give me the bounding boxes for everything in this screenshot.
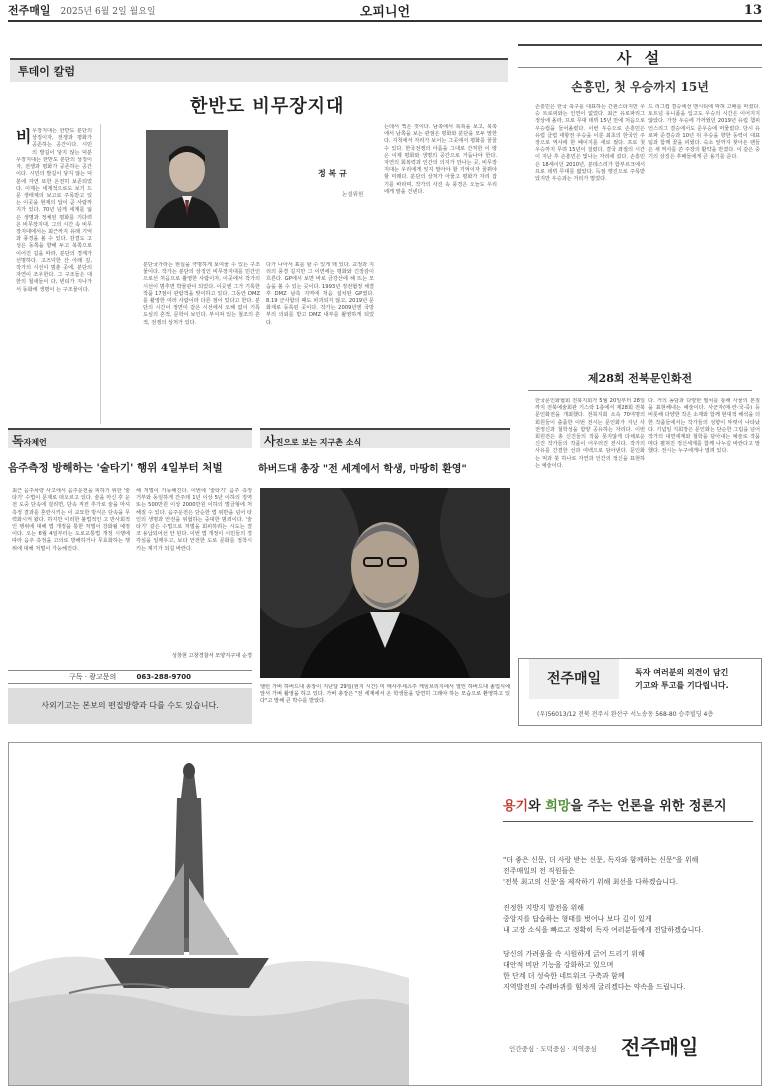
ad-p1-line2: 전주매일의 전 직원들은 [503,867,576,875]
author-name: 정 복 규 [318,169,347,178]
ad-p3-line2: 대안적 비판 기능을 강화하고 있으며 [503,961,614,969]
editorial-text-2: 드 리그컵 결승에선 맨시티에 막혀 고배를 마셨다. 토트넘 유니폼을 입고도 우승의 시간은 이어지지 않았다. 가장 우승에 가까웠던 2019년 유럽 챔피언스리그 결승에서도 준우승에 머물렀다. 당시 유로파 준결승과 10년 뒤 우승을 향한 동력이 대표팀과 함께 꽃을 피웠다. 숙소 앞까지 찾아온 팬들은 새 역사를 쓴 주장의 활약을 반겼다. 이 같은 중기의 상징은 후배들에게 큰 용기를 준다. [648,104,760,161]
world-news-caption: 앨런 가버 하버드대 총장이 지난달 29일(현지 시간) 미 매사추세츠주 케임브리지에서 열린 하버드대 졸업식에 앞서 가벼 촬영을 하고 있다. 가버 총장은 "전 세계에서 온 학생들을 당연히 그래야 하는 모습으로 환영하고 있다"고 말해 큰 박수를 받았다. [260,684,510,705]
world-news-photo [260,488,510,678]
ad-headline-rest: 을 주는 언론을 위한 정론지 [570,799,727,814]
reader-opinion-text-2: 해 처벌이 가능해진다. 이번에 '술타기' 음주 측정 거부와 동일하게 간주돼 1년 이상 5년 이하의 징역 또는 500만원 이상 2000만원 이하의 벌금형에 처해질 수 있다. 음주운전은 단순한 법 위반을 넘어 타인의 생명과 안전을 위협하는 중대한 범죄이다. '술타기' 같은 수법으로 처벌을 회피하려는 시도는 결코 용납되어선 안 된다. 이번 법 개정이 시민들의 경각심을 일깨우고, 보다 안전한 도로 문화를 정착시키는 계기가 되길 바란다. [136,488,252,552]
column-lead: 무장지대는 한반도 분단의 상징이자, 전쟁과 평화가 공존하는 공간이다. 시민의 발길이 닿지 않는 덕분 [32,128,92,156]
section-title: 오피니언 [359,4,411,20]
ad-headline-word-hope: 희망 [545,799,571,814]
reader-opinion-title: 음주측정 방해하는 '술타기' 행위 4일부터 처벌 [8,462,223,474]
dropcap: 비 [16,127,32,146]
world-news-label-big: 사 [264,434,276,448]
subscribe-label: 구독 · 광고문의 [68,673,117,681]
ad-box [8,742,762,1086]
issue-date: 2025년 6월 2일 월요일 [60,6,156,17]
editorial-label-bar [518,44,762,68]
masthead-brand: 전주매일 [8,4,51,17]
ad-headline-mid: 와 [528,799,546,814]
contribution-notice-text: 사외기고는 본보의 편집방향과 다를 수도 있습니다. [41,701,219,710]
column-divider [100,124,101,424]
column-label-bar [10,58,508,82]
author-role: 논설위원 [342,192,364,198]
reader-submission-box [518,658,762,726]
subscribe-phone: 063-288-9700 [136,673,191,681]
ad-p3-line1: 당신의 가려움을 속 시원하게 긁어 드리기 위해 [503,950,645,958]
ad-p3-line3: 한 단계 더 성숙한 네트워크 구축과 함께 [503,972,625,980]
world-news-title: 하버드대 총장 "전 세계에서 학생, 마땅히 환영" [258,464,467,475]
column-title: 한반도 비무장지대 [190,96,345,117]
editorial-label: 사 설 [616,49,664,67]
ad-p1-line3: '전북 최고의 신문'을 제작하기 위해 최선을 다하겠습니다. [503,878,678,886]
reader-opinion-text-1: 최근 음주차량 사고에서 음주운전을 피하기 위한 '술타기' 수법이 문제로 떠오르고 있다. 술을 마신 후 운전 도중 단속에 걸리면, 단속 직전 추가로 술을 마셔 측정 결과를 혼란시키는 이 교묘한 방식은 단속을 무력화시켜 왔다. 하지만 이러한 불법적인 고 반사회적인 행위에 대해 법 개정을 통한 처벌이 강화될 예정이다. 오는 6월 4일부터는 도로교통법 개정 시행에 따라 음주 측정을 고의로 방해하거나 무효화하는 행위에 대해 처벌이 가능해진다. [12,488,130,552]
world-news-label-rest: 진으로 보는 지구촌 소식 [275,438,362,447]
reader-box-address: (우)56013/12 전북 전주시 완산구 서노송동 568-80 승주빌딩 4층 [537,711,714,718]
award-text-1: 한국문인화협회 전북지회가 5월 20일부터 28일까지 전북예술회관 기스락 1층에서 제28회 전북문인화전을 개최했다. 전북지회 소속 70여명의 회원들이 출품한 이번 전시는 문인화가 지닌 사전정신과 철학성을 함양 공유하는 자리다. 이번 회원전은 총 신진들의 작품 못지않게 다채로운 신진 작가들의 작품이 어우러진 전시다. 작가의 사유를 간결한 선과 여백으로 담아낸다. 문인화는 먹과 붓 하나로 자연과 인간의 정신을 표현하는 예술이다. [535,398,645,469]
award-title: 제28회 전북문인화전 [587,372,693,385]
ad-headline [503,795,727,814]
ad-p2-line1: 진정한 지방지 발전을 위해 [503,904,585,912]
ad-illustration [9,743,409,1085]
reader-box-logo: 전주매일 [529,659,619,699]
subscribe-bar [8,670,252,684]
ad-rule [503,821,753,822]
column-text-1: 무장지대는 한반도 분단의 상징이자, 전쟁과 평화가 공존하는 공간이다. 시민의 발길이 닿지 않는 덕분에 자연 또한 온전히 보존되었다. 이제는 세계적으로도 보기 드문 생태계의 보고로 주목받고 있는 이곳을 현재의 답이 곧 사람까지가 있다. 70년 넘게 세계를 잃은 생명과 정체된 평화를 기다려 온 비무장지대. 그의 시간 속 비무장지대에서는 최근까지 유례 기억과 풍경을 볼 수 있다. 감결도 고성은 동쪽을 향해 두고 북쪽으로 이어진 길을 따라, 분단의 경계가 선명하다. 고즈넉한 산 아래 깊, 작가의 시선이 멈춘 곳에, 분단의 자연이 조우한다. 그 구조들은 대한의 철새들이 다, 빈티가 지나가서 동화에 생명이 는 구조물이다. [16,157,92,293]
award-text-2: 다. 거의 농담과 다양한 필치를 통해 사물의 본질을 표현해내는 예술이다. 사군자(매·란·국·죽) 등 비롯해 다양한 작은 소재와 함께 현대적 해석을 더한 작품들에서는 작가들의 성향이 뚜렷이 나타났다. 기념일 지회장은 문인화는 단순한 그림을 넘어 작가의 내면세계와 철학을 담아내는 예술로 작품마다 펼쳐진 정신세계를 함께 나누길 바란다고 말했다. 전시는 누구에게나 열려 있다. [648,398,760,455]
column-label: 투데이 칼럼 [18,65,75,78]
editorial-text-1: 손흥민은 한국 축구를 대표하는 간판스타지만 우승 트로피와는 인연이 없었다. 최근 유로파리그 정상에 올라, 프로 무대 데뷔 15년 만에 처음으로 우승컵을 들어올렸다. 이번 우승으로 손흥민은 유럽 클럽 대항전 우승을 이룬 최초의 한국인 주장으로 역사에 한 페이지를 새로 썼다. 프로 첫 우승까지 무려 15년이 걸렸다. 결국 좌절의 시간이 지난 후 손흥민은 빛나는 자리에 섰다. 손흥민은 18세이던 2010년, 분데스리가 함부르크에서 프로 데뷔 무대를 밟았다. 득점 행진으로 주목받았지만 우승과는 거리가 멀었다. [535,104,645,183]
ad-paragraph-3 [503,949,685,993]
column-text-2: 분단국가라는 현실을 극명하게 보여줄 수 있는 구조물이다. 작가는 분단의 상징인 비무장지대를 민간인으로선 처음으로 촬영한 사람이자, 이곳에서 작가의 시선이 멈추면 박물관이 되었다. 이곳엔 그가 기록한 작품 17점이 관람객을 맞이하고 있다. 그동안 DMZ를 촬영한 여러 사람이라 다른 점이 있다고 한다. 분단의 시간이 정면이 같은 시선에서 오해 없이 기록 도심의 흔적, 문학이 보인다. 부서져 있는 철조의 흔적, 전쟁의 상처가 있다. [143,262,260,326]
ad-slogan: 인간중심 · 도덕중심 · 지역중심 [509,1045,597,1053]
reader-box-line1: 독자 여러분의 의견이 담긴 [635,668,729,677]
editorial-title: 손흥민, 첫 우승까지 15년 [571,80,709,94]
page-number: 13 [743,2,762,18]
ad-paragraph-2 [503,903,703,936]
ad-paragraph-1 [503,855,698,888]
reader-box-line2: 기고와 투고를 기다립니다. [635,681,729,690]
reader-opinion-label-bar [8,428,252,448]
reader-opinion-byline: 성창현 고창경찰서 모양지구대 순경 [171,653,252,659]
column-text-3: 다가 나아서 표를 할 수 있게 돼 있다. 교정과 지리의 풍경 길지만 그 이면에는 평화와 긴장감이 흐른다. GP에서 보면 바로 금강산에 해 뜨는 모습을 볼 수 있는 곳이다. 1993년 정전협정 체결 후 DMZ 남측 지역에 처음 설치된 GP였다. 8.19 군사합의 때도 파괴되지 않고, 2019년 문화재로 등록된 곳이다. 작가는 2009년엔 국방부의 의뢰를 받고 DMZ 내부를 촬영하게 되었다. [266,262,374,326]
ad-p3-line4: 지역발전의 수레바퀴를 힘차게 굴리겠다는 약속을 드립니다. [503,983,686,991]
reader-opinion-label-big: 독 [12,434,24,448]
ad-p2-line3: 내 고장 소식을 빠르고 정확히 독자 여러분들에게 전달하겠습니다. [503,926,704,934]
contribution-notice [8,688,252,724]
ad-headline-word-courage: 용기 [503,799,529,814]
ad-p1-line1: "더 좋은 신문, 더 사랑 받는 신문, 독자와 함께하는 신문"을 위해 [503,856,699,864]
column-text-4: 는데서 찍은 것이다. 남쪽에서 북쪽을 보고, 북쪽에서 남쪽을 보는 관점은 평화와 분단을 모두 말한다. 지척에서 자리가 보이는 그곳에서 평화를 꿈꿀 수 있다. 한국전쟁의 아픔을 그대로 간직한 이 땅은 이제 평화와 생명의 공간으로 거듭나야 한다. 자연의 회복력과 인간의 의지가 만나는 곳, 비무장지대는 우리에게 잊지 말아야 할 기억이자 꿈꿔야 할 미래다. 분단의 상처가 아물고 평화가 자리 잡기를 바라며, 작가의 사진 속 풍경은 오늘도 우리에게 말을 건넨다. [384,124,497,195]
page-header [8,0,762,22]
author-photo [146,130,228,228]
ad-logo: 전주매일 [621,1035,699,1059]
world-news-label-bar [260,428,510,448]
ad-p2-line2: 중앙지를 답습하는 형태를 벗어나 보다 깊이 있게 [503,915,652,923]
reader-opinion-label-rest: 자제언 [23,438,47,447]
award-rule [528,390,752,391]
